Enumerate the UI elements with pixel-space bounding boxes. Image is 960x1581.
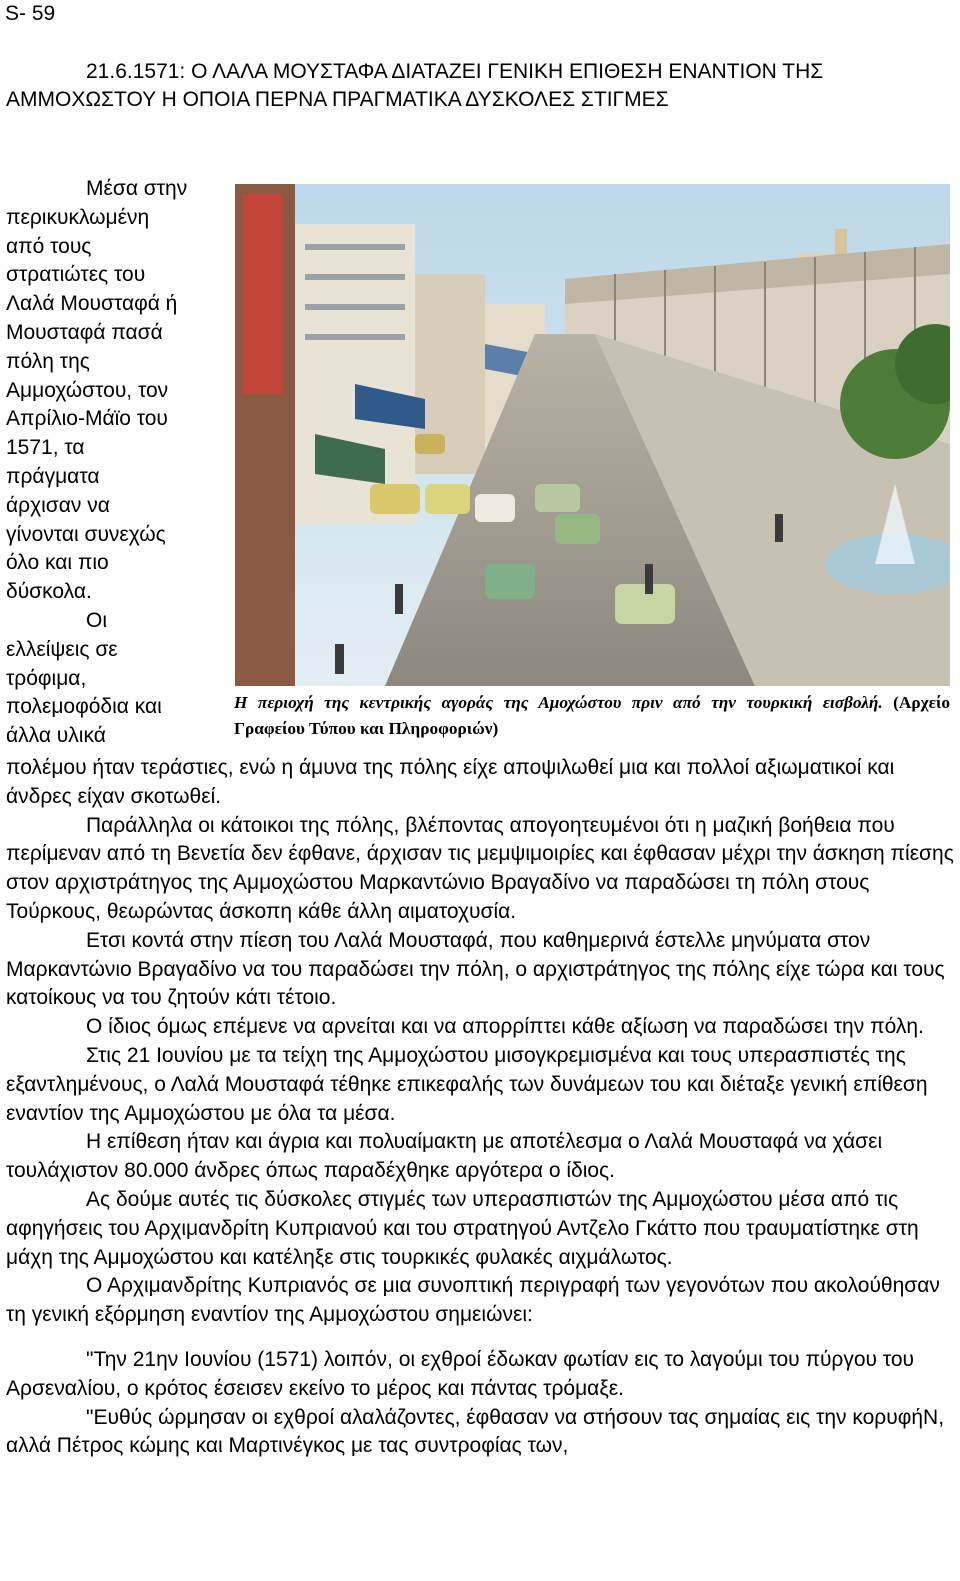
- paragraph: Ο Αρχιμανδρίτης Κυπριανός σε μια συνοπτική περιγραφή των γεγονότων που ακολούθησαν τη γενική εξόρμηση εναντίον της Αμμοχώστου σημειώνει:: [6, 1274, 940, 1327]
- caption-source: (Αρχείο Γραφείου Τύπου και Πληροφοριών): [234, 693, 950, 738]
- paragraph: Ας δούμε αυτές τις δύσκολες στιγμές των υπερασπιστών της Αμμοχώστου μέσα από τις αφηγήσεις του Αρχιμανδρίτη Κυπριανού και του στρατηγού Αντζελο Γκάττο που τραυματίστηκε στη μάχη της Αμμοχώστου και κατέληξε στις τουρκικές φυλακές αιχμάλωτος.: [6, 1187, 919, 1269]
- left-line: πολεμοφόδια και: [6, 695, 162, 719]
- quote-paragraph: "Την 21ην Ιουνίου (1571) λοιπόν, οι εχθροί έδωκαν φωτίαν εις το λαγούμι του πύργου του Αρσεναλίου, ο κρότος έσεισεν εκείνο το μέρος και πάντας τρόμαξε.: [6, 1347, 915, 1400]
- left-line: τρόφιμα,: [6, 666, 87, 690]
- left-line: από τους: [6, 234, 92, 258]
- left-line: περικυκλωμένη: [6, 205, 150, 229]
- paragraph: πολέμου ήταν τεράστιες, ενώ η άμυνα της πόλης είχε αποψιλωθεί μια και πολλοί αξιωματικοί και άνδρες είχαν σκοτωθεί.: [6, 756, 895, 808]
- left-column-text: [6, 175, 221, 751]
- paragraph: Στις 21 Ιουνίου με τα τείχη της Αμμοχώστου μισογκρεμισμένα και τους υπερασπιστές της εξαντλημένους, ο Λαλά Μουσταφά τέθηκε επικεφαλής των δυνάμεων του και διέταξε γενική επίθεση εναντίον της Αμμοχώστου με όλα τα μέσα.: [6, 1043, 928, 1125]
- photo-caption: [234, 690, 950, 742]
- left-line: στρατιώτες του: [6, 263, 146, 287]
- left-line: Μουσταφά πασά: [6, 320, 163, 344]
- quote-paragraph: "Ευθύς ώρμησαν οι εχθροί αλαλάζοντες, έφθασαν να στήσουν τας σημαίας εις την κορυφήΝ, αλλά Πέτρος κώμης και Μαρτινέγκος με τας συντροφίας των,: [6, 1405, 945, 1458]
- paragraph: Η επίθεση ήταν και άγρια και πολυαίμακτη με αποτέλεσμα ο Λαλά Μουσταφά να χάσει τουλάχιστον 80.000 άνδρες όπως παραδέχθηκε αργότερα ο ίδιος.: [6, 1130, 883, 1183]
- left-line: Μέσα στην: [86, 177, 188, 200]
- left-line: άλλα υλικά: [6, 724, 106, 748]
- left-line: Λαλά Μουσταφά ή: [6, 292, 178, 316]
- left-line: Απρίλιο-Μάϊο του: [6, 407, 168, 431]
- paragraph: Ο ίδιος όμως επέμενε να αρνείται και να απορρίπτει κάθε αξίωση να παραδώσει την πόλη.: [86, 1015, 924, 1039]
- left-line: όλο και πιο: [6, 551, 109, 575]
- paragraph: Παράλληλα οι κάτοικοι της πόλης, βλέποντας απογοητευμένοι ότι η μαζική βοήθεια που περίμεναν από τη Βενετία δεν έφθανε, άρχισαν τις μεμψιμοιρίες και έφθασαν μέχρι την άσκηση πίεσης στον αρχιστράτηγος της Αμμοχώστου Μαρκαντώνιο Βραγαδίνο να παραδώσει τη πόλη στους Τούρκους, θεωρώντας άσκοπη κάθε άλλη αιματοχυσία.: [6, 813, 954, 923]
- paragraph: Ετσι κοντά στην πίεση του Λαλά Μουσταφά, που καθημερινά έστελλε μηνύματα στον Μαρκαντώνιο Βραγαδίνο να του παραδώσει την πόλη, ο αρχιστράτηγος της πόλης είχε τώρα και τους κατοίκους να του ζητούν κάτι τέτοιο.: [6, 928, 945, 1010]
- market-street-photo: [235, 184, 950, 686]
- left-line: πράγματα: [6, 464, 100, 488]
- article-body: [6, 754, 956, 1461]
- left-line: γίνονται συνεχώς: [6, 522, 166, 546]
- left-line: ελλείψεις σε: [6, 637, 118, 661]
- left-line: Οι: [86, 608, 107, 632]
- left-line: Αμμοχώστου, τον: [6, 378, 169, 402]
- left-line: δύσκολα.: [6, 580, 92, 604]
- page-number: S- 59: [5, 2, 56, 25]
- left-line: πόλη της: [6, 349, 90, 373]
- left-line: 1571, τα: [6, 436, 85, 460]
- caption-title: Η περιοχή της κεντρικής αγοράς της Αμοχώστου πριν από την τουρκική εισβολή.: [234, 693, 883, 712]
- page-title: 21.6.1571: Ο ΛΑΛΑ ΜΟΥΣΤΑΦΑ ΔΙΑΤΑΖΕΙ ΓΕΝΙΚΗ ΕΠΙΘΕΣΗ ΕΝΑΝΤΙΟΝ ΤΗΣ ΑΜΜΟΧΩΣΤΟΥ Η ΟΠΟΙΑ ΠΕΡΝΑ ΠΡΑΓΜΑΤΙΚΑ ΔΥΣΚΟΛΕΣ ΣΤΙΓΜΕΣ: [6, 60, 824, 111]
- left-line: άρχισαν να: [6, 493, 110, 517]
